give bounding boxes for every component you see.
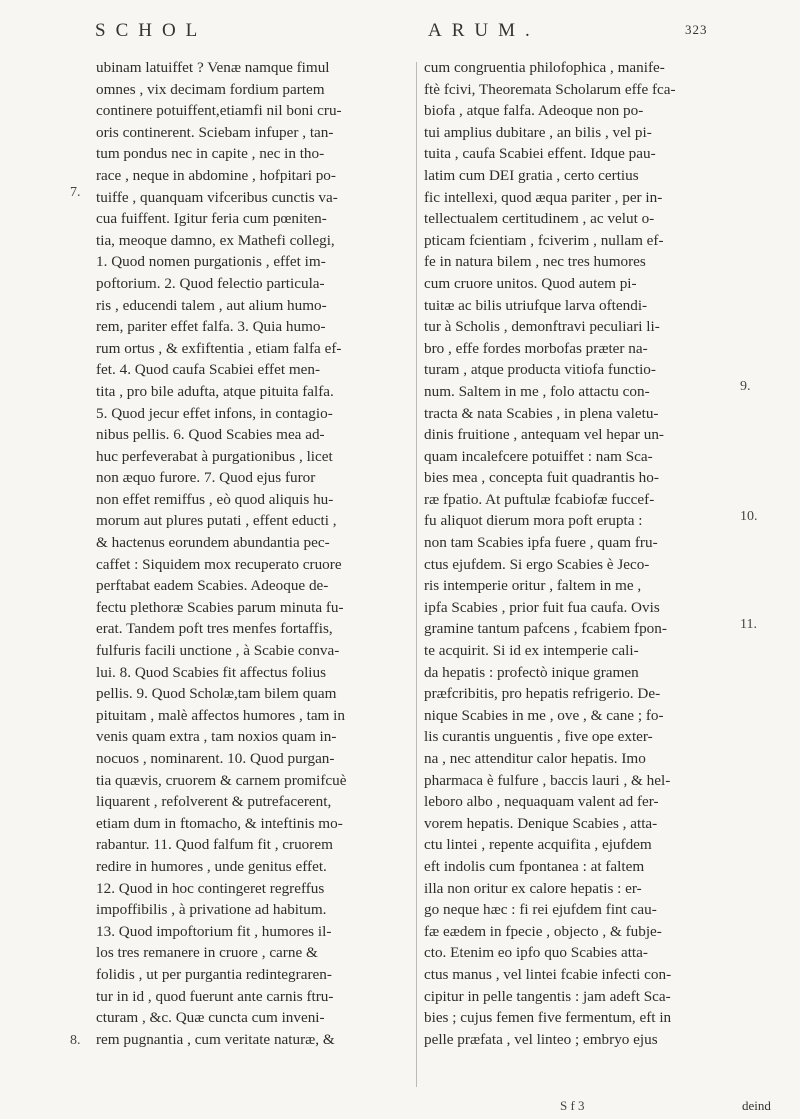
left-column-line: tia quævis, cruorem & carnem promifcuè [96,771,347,789]
left-column-line: los tres remanere in cruore , carne & [96,944,318,962]
left-column-line: rem pugnantia , cum veritate naturæ, & [96,1030,335,1048]
left-column-line: impoffibilis , à privatione ad habitum. [96,901,327,919]
right-column-line: cum cruore unitos. Quod autem pi- [424,274,637,292]
right-column-line: ipfa Scabies , prior fuit fua caufa. Ovis [424,598,660,616]
margin-number-7: 7. [70,185,81,200]
left-column-line: rem, pariter effet falfa. 3. Quia humo- [96,318,326,336]
right-column-line: ctus manus , vel lintei fcabie infecti con- [424,965,672,983]
left-column-line: caffet : Siquidem mox recuperato cruore [96,555,342,573]
left-column-line: 12. Quod in hoc contingeret regreffus [96,879,325,897]
left-column-line: 1. Quod nomen purgationis , effet im- [96,253,326,271]
right-column-line: te acquirit. Si id ex intemperie cali- [424,642,639,660]
right-column-line: fic intellexi, quod æqua pariter , per in- [424,188,663,206]
left-column-line: lui. 8. Quod Scabies fit affectus folius [96,663,327,681]
margin-number-8: 8. [70,1033,81,1048]
left-column-line: oris continerent. Sciebam infuper , tan- [96,123,334,141]
left-column-line: cturam , &c. Quæ cuncta cum inveni- [96,1009,325,1027]
left-column-line: cua fuiffent. Igitur feria cum pœniten- [96,210,327,228]
margin-number-10: 10. [740,509,758,524]
right-column-line: tellectualem certitudinem , ac velut o- [424,210,655,228]
left-column-line: tita , pro bile adufta, atque pituita falfa. [96,382,334,400]
right-column-line: ftè fcivi, Theoremata Scholarum effe fca- [424,80,676,98]
right-column-line: bies ; cujus femen five fermentum, eft in [424,1009,672,1027]
left-column-line: erat. Tandem poft tres menfes fortaffis, [96,620,333,638]
right-column-line: tur à Scholis , demonftravi peculiari li- [424,318,660,336]
left-column-line: non effet remiffus , eò quod aliquis hu- [96,490,334,508]
left-column-line: fulfuris facili unctione , à Scabie conva- [96,642,340,660]
left-column-line: perftabat eadem Scabies. Adeoque de- [96,577,329,595]
left-column-line: poftorium. 2. Quod felectio particula- [96,274,325,292]
right-column-line: dinis fruitione , antequam vel hepar un- [424,426,664,444]
left-column-line: omnes , vix decimam fordium partem [96,80,325,98]
right-column-line: fe in natura bilem , nec tres humores [424,253,646,271]
right-column-line: ris intemperie oritur , faltem in me , [424,577,642,595]
left-column-line: liquarent , refolverent & putrefacerent, [96,793,332,811]
left-column-line: 13. Quod impoftorium fit , humores il- [96,922,332,940]
right-column-line: cipitur in pelle tangentis : jam adeft Sca- [424,987,671,1005]
right-column-line: latim cum DEI gratia , certo certius [424,166,639,184]
margin-number-9: 9. [740,379,751,394]
right-column-line: nique Scabies in me , ove , & cane ; fo- [424,706,664,724]
left-column-line: race , neque in abdomine , hofpitari po- [96,166,336,184]
left-column-line: tum pondus nec in capite , nec in tho- [96,145,325,163]
right-column-line: num. Saltem in me , folo attactu con- [424,382,650,400]
left-column-line: venis quam extra , tam noxios quam in- [96,728,337,746]
left-column-line: tuiffe , quanquam vifceribus cunctis va- [96,188,338,206]
right-column-line: cto. Etenim eo ipfo quo Scabies atta- [424,944,648,962]
column-divider [416,62,417,1087]
right-column-line: da hepatis : profectò inique gramen [424,663,639,681]
left-column-line: tur in id , quod fuerunt ante carnis ftru- [96,987,334,1005]
left-column-line: 5. Quod jecur effet infons, in contagio- [96,404,333,422]
margin-number-11: 11. [740,617,757,632]
left-column-line: redire in humores , unde genitus effet. [96,857,327,875]
left-column-line: pellis. 9. Quod Scholæ,tam bilem quam [96,685,337,703]
right-column-line: na , nec attenditur calor hepatis. Imo [424,750,646,767]
left-column-line: fectu plethoræ Scabies parum minuta fu- [96,598,344,616]
right-column-line: cum congruentia philofophica , manife- [424,59,665,76]
right-column-line: biofa , atque falfa. Adeoque non po- [424,102,644,120]
left-column-line: morum aut plures putati , effent educti , [96,512,337,530]
right-column-line: tracta & nata Scabies , in plena valetu- [424,404,659,422]
left-column-line: non æquo furore. 7. Quod ejus furor [96,469,316,487]
left-column-line: & hactenus eorundem abundantia pec- [96,534,330,552]
left-column-line: fet. 4. Quod caufa Scabiei effet men- [96,361,321,379]
left-column-line: rum ortus , & exfiftentia , etiam falfa ef- [96,339,342,357]
right-column-line: pelle præfata , vel linteo ; embryo ejus [424,1030,658,1048]
right-column-line: lis curantis unguentis , five ope exter- [424,728,653,746]
right-column-line: præfcribitis, pro hepatis refrigerio. De- [424,685,661,703]
left-column-line: ubinam latuiffet ? Venæ namque fimul [96,59,330,76]
right-column-line: tui amplius dubitare , an bilis , vel pi- [424,123,652,141]
right-column-line: quam incalefcere potuiffet : nam Sca- [424,447,653,465]
right-column-line: eft indolis cum fpontanea : at faltem [424,857,645,875]
right-column-line: bies mea , concepta fuit quadrantis ho- [424,469,659,487]
right-column-line: vorem hepatis. Denique Scabies , atta- [424,814,658,832]
left-column-line: folidis , ut per purgantia redintegraren- [96,965,332,983]
right-column-line: pharmaca è fulfure , baccis lauri , & hel- [424,771,671,789]
right-column-line: ctus ejufdem. Si ergo Scabies è Jeco- [424,555,650,573]
right-column-line: go neque hæc : fi rei ejufdem fint cau- [424,901,657,919]
right-column-line: bro , effe fordes morbofas præter na- [424,339,648,357]
running-head-right: ARUM. [428,20,540,41]
left-column-line: ris , educendi talem , aut alium humo- [96,296,327,314]
right-column [424,57,734,1050]
right-column-line: turam , atque producta vitiofa functio- [424,361,656,379]
left-column-line: rabantur. 11. Quod falfum fit , cruorem [96,836,333,854]
left-column-line: etiam dum in ftomacho, & inteftinis mo- [96,814,343,832]
left-column-line: continere potuiffent,etiamfi nil boni cru- [96,102,342,120]
running-head [95,20,708,50]
right-column-line: fu aliquot dierum mora poft erupta : [424,512,643,530]
left-column-line: pituitam , malè affectos humores , tam in [96,706,345,724]
right-column-line: tuitæ ac bilis utriufque larva oftendi- [424,296,648,314]
left-column-line: nocuos , nominarent. 10. Quod purgan- [96,750,335,767]
page-number: 323 [685,22,708,37]
right-column-line: gramine tantum pafcens , fcabiem fpon- [424,620,667,638]
right-column-line: ræ fpatio. At puftulæ fcabiofæ fuccef- [424,490,655,508]
left-column-line: huc perfeverabat à purgationibus , licet [96,447,333,465]
right-column-line: tuita , caufa Scabiei effent. Idque pau- [424,145,656,163]
running-head-left: SCHOL [95,20,208,41]
right-column-line: fæ eædem in fpecie , objecto , & fubje- [424,922,662,940]
right-column-line: ctu lintei , repente acquifita , ejufdem [424,836,652,854]
right-column-line: pticam fcientiam , fciverim , nullam ef- [424,231,664,249]
left-column [96,57,406,1050]
signature-mark: S f 3 [560,1098,585,1113]
left-column-line: nibus pellis. 6. Quod Scabies mea ad- [96,426,325,444]
left-column-line: tia, meoque damno, ex Mathefi collegi, [96,231,335,249]
right-column-line: leboro albo , nequaquam valent ad fer- [424,793,659,811]
right-column-line: non tam Scabies ipfa fuere , quam fru- [424,534,658,552]
catchword: deind [742,1098,771,1113]
right-column-line: illa non oritur ex calore hepatis : er- [424,879,642,897]
